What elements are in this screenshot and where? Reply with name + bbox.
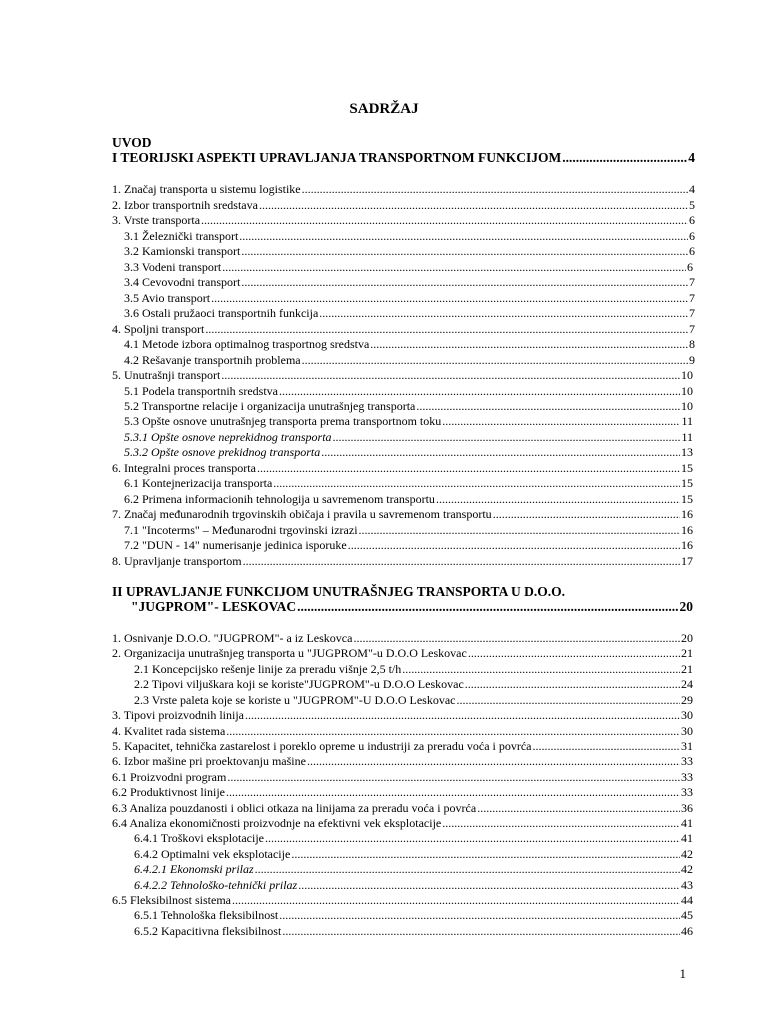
toc-dot-leader: [273, 475, 680, 491]
toc-entry: [112, 753, 693, 769]
toc-entry: [112, 815, 693, 831]
toc-entry-page: 6: [689, 244, 695, 258]
toc-entry-title: 6.5.1 Tehnološka fleksibilnost: [134, 908, 279, 922]
toc-entry-page: 20: [679, 599, 693, 614]
toc-dot-leader: [298, 877, 680, 893]
toc-dot-leader: [333, 429, 681, 445]
toc-dot-leader: [436, 491, 680, 507]
toc-dot-leader: [468, 645, 680, 661]
toc-dot-leader: [282, 923, 680, 939]
toc-dot-leader: [279, 383, 680, 399]
toc-entry-page: 30: [681, 708, 693, 722]
toc-entry: [112, 150, 695, 166]
toc-entry-title: 7. Značaj međunarodnih trgovinskih običaja i pravila u savremenom transportu: [112, 507, 492, 521]
toc-dot-leader: [257, 460, 680, 476]
toc-entry-page: 6: [689, 213, 695, 227]
toc-entry-page: 30: [681, 724, 693, 738]
toc-entry: [112, 197, 695, 213]
toc-entry-page: 24: [681, 677, 693, 691]
toc-entry-page: 7: [689, 291, 695, 305]
toc-dot-leader: [279, 907, 680, 923]
toc-entry-page: 20: [681, 631, 693, 645]
toc-dot-leader: [241, 274, 688, 290]
toc-dot-leader: [222, 259, 686, 275]
toc-entry-title: 3.6 Ostali pružaoci transportnih funkcija: [124, 306, 319, 320]
toc-entry-page: 44: [681, 893, 693, 907]
toc-dot-leader: [442, 413, 680, 429]
toc-dot-leader: [211, 290, 688, 306]
toc-entry: [124, 522, 693, 538]
toc-entry: [124, 228, 695, 244]
toc-dot-leader: [456, 692, 680, 708]
toc-entry: [124, 305, 695, 321]
toc-entry-page: 7: [689, 275, 695, 289]
toc-entry-title: 6.4.2 Optimalni vek eksplotacije: [134, 847, 291, 861]
toc-entry-page: 9: [689, 353, 695, 367]
toc-entry-page: 4: [688, 150, 695, 165]
toc-entry-title: 6.4.2.1 Ekonomski prilaz: [134, 862, 254, 876]
toc-entry: [112, 707, 693, 723]
toc-entry: [112, 645, 693, 661]
toc-entry-page: 41: [681, 816, 693, 830]
toc-entry-page: 10: [681, 368, 693, 382]
toc-entry: [124, 290, 695, 306]
toc-entry-title: 6.4 Analiza ekonomičnosti proizvodnje na efektivni vek eksplotacije: [112, 816, 442, 830]
toc-dot-leader: [477, 800, 680, 816]
toc-entry-page: 41: [681, 831, 693, 845]
toc-entry-page: 21: [681, 662, 693, 676]
toc-entry-page: 7: [689, 322, 695, 336]
toc-dot-leader: [259, 197, 688, 213]
toc-entry: [112, 367, 693, 383]
toc-entry-page: 7: [689, 306, 695, 320]
toc-entry-title: 3.1 Železnički transport: [124, 229, 239, 243]
toc-entry-title: 4. Spoljni transport: [112, 322, 205, 336]
toc-entry: [112, 892, 693, 908]
toc-entry-page: 46: [681, 924, 693, 938]
toc-entry-page: 15: [681, 492, 693, 506]
toc-entry-title: 2. Izbor transportnih sredstava: [112, 198, 258, 212]
toc-entry-page: 42: [681, 862, 693, 876]
toc-entry-page: 31: [681, 739, 693, 753]
toc-entry-page: 10: [681, 399, 693, 413]
toc-entry-page: 21: [681, 646, 693, 660]
toc-entry-page: 6: [689, 229, 695, 243]
toc-entry-title: II UPRAVLJANJE FUNKCIJOM UNUTRAŠNJEG TRANSPORTA U D.O.O.: [112, 584, 565, 599]
toc-entry-title: 3.5 Avio transport: [124, 291, 211, 305]
toc-entry: [112, 800, 693, 816]
toc-entry: [124, 475, 693, 491]
toc-dot-leader: [442, 815, 680, 831]
toc-entry-page: 43: [681, 878, 693, 892]
toc-dot-leader: [232, 892, 680, 908]
toc-entry-title: 6.2 Produktivnost linije: [112, 785, 226, 799]
toc-entry-page: 6: [687, 260, 693, 274]
toc-entry: [124, 336, 695, 352]
toc-dot-leader: [291, 846, 680, 862]
toc-entry-page: 17: [681, 554, 693, 568]
toc-entry-title: 7.2 "DUN - 14" numerisanje jedinica isporuke: [124, 538, 347, 552]
toc-dot-leader: [416, 398, 680, 414]
toc-dot-leader: [226, 723, 680, 739]
toc-dot-leader: [353, 630, 680, 646]
toc-entry: [134, 676, 693, 692]
toc-entry-page: 5: [689, 198, 695, 212]
toc-entry-title: 8. Upravljanje transportom: [112, 554, 242, 568]
toc-entry: [124, 274, 695, 290]
toc-entry: [112, 460, 693, 476]
toc-entry-title: 5. Kapacitet, tehnička zastarelost i poreklo opreme u industriji za preradu voća i povrća: [112, 739, 532, 753]
toc-entry: [124, 444, 693, 460]
toc-entry: [124, 243, 695, 259]
toc-entry: [112, 584, 693, 600]
toc-dot-leader: [493, 506, 680, 522]
toc-entry-page: 15: [681, 461, 693, 475]
toc-entry-title: 2. Organizacija unutrašnjeg transporta u "JUGPROM"-u D.O.O Leskovac: [112, 646, 467, 660]
toc-entry: [112, 181, 695, 197]
toc-entry-title: 6. Integralni proces transporta: [112, 461, 256, 475]
toc-dot-leader: [359, 522, 680, 538]
toc-entry: [124, 491, 693, 507]
toc-entry-page: 36: [681, 801, 693, 815]
toc-entry: [112, 553, 693, 569]
toc-entry: [134, 861, 693, 877]
toc-entry-title: UVOD: [112, 135, 152, 150]
toc-dot-leader: [465, 676, 680, 692]
toc-dot-leader: [241, 243, 688, 259]
toc-dot-leader: [205, 321, 688, 337]
toc-entry-title: 6.4.2.2 Tehnološko-tehnički prilaz: [134, 878, 298, 892]
toc-dot-leader: [307, 753, 680, 769]
toc-entry-title: 1. Osnivanje D.O.O. "JUGPROM"- a iz Leskovca: [112, 631, 353, 645]
toc-entry-page: 33: [681, 754, 693, 768]
toc-entry: [112, 506, 693, 522]
toc-entry-page: 13: [681, 445, 693, 459]
toc-entry: [112, 212, 695, 228]
toc-dot-leader: [402, 661, 680, 677]
toc-entry-title: 6.4.1 Troškovi eksplotacije: [134, 831, 265, 845]
toc-entry-title: 5.2 Transportne relacije i organizacija unutrašnjeg transporta: [124, 399, 416, 413]
toc-entry-title: 2.1 Koncepcijsko rešenje linije za preradu višnje 2,5 t/h: [134, 662, 402, 676]
toc-entry-title: 3. Tipovi proizvodnih linija: [112, 708, 245, 722]
toc-entry: [112, 723, 693, 739]
toc-entry: [124, 537, 693, 553]
toc-entry: [134, 661, 693, 677]
toc-entry: [124, 429, 693, 445]
toc-entry: [134, 692, 693, 708]
toc-entry: [134, 923, 693, 939]
toc-dot-leader: [302, 181, 688, 197]
toc-dot-leader: [227, 769, 680, 785]
toc-dot-leader: [221, 367, 680, 383]
toc-entry-page: 42: [681, 847, 693, 861]
toc-entry-title: 5.1 Podela transportnih sredstva: [124, 384, 278, 398]
toc-dot-leader: [319, 305, 688, 321]
toc-entry: [124, 352, 695, 368]
toc-entry-page: 4: [689, 182, 695, 196]
toc-entry: [124, 383, 693, 399]
toc-dot-leader: [348, 537, 680, 553]
toc-entry-title: 6.1 Proizvodni program: [112, 770, 227, 784]
toc-entry-title: 3.3 Vodeni transport: [124, 260, 222, 274]
toc-entry-page: 11: [681, 414, 693, 428]
toc-entry-page: 16: [681, 523, 693, 537]
toc-entry-title: 6.5 Fleksibilnost sistema: [112, 893, 232, 907]
toc-entry-page: 16: [681, 538, 693, 552]
toc-entry-page: 29: [681, 693, 693, 707]
toc-entry-title: 4. Kvalitet rada sistema: [112, 724, 226, 738]
toc-entry-title: 2.3 Vrste paleta koje se koriste u "JUGPROM"-U D.O.O Leskovac: [134, 693, 456, 707]
toc-dot-leader: [255, 861, 680, 877]
toc-entry-title: 1. Značaj transporta u sistemu logistike: [112, 182, 301, 196]
toc-entry-page: 11: [681, 430, 693, 444]
toc-entry-page: 10: [681, 384, 693, 398]
toc-entry-page: 45: [681, 908, 693, 922]
page-title: SADRŽAJ: [349, 101, 419, 117]
toc-entry: [112, 630, 693, 646]
toc-dot-leader: [239, 228, 688, 244]
toc-entry: [134, 907, 693, 923]
toc-entry-page: 33: [681, 785, 693, 799]
toc-entry: [112, 135, 695, 151]
toc-dot-leader: [533, 738, 680, 754]
toc-dot-leader: [243, 553, 680, 569]
toc-dot-leader: [226, 784, 680, 800]
toc-dot-leader: [302, 352, 688, 368]
toc-entry: [112, 784, 693, 800]
toc-entry-title: 2.2 Tipovi viljuškara koji se koriste"JUGPROM"-u D.O.O Leskovac: [134, 677, 464, 691]
toc-dot-leader: [321, 444, 680, 460]
toc-entry-title: I TEORIJSKI ASPEKTI UPRAVLJANJA TRANSPORTNOM FUNKCIJOM: [112, 150, 562, 165]
toc-entry-title: 6.1 Kontejnerizacija transporta: [124, 476, 273, 490]
toc-entry: [112, 738, 693, 754]
toc-entry-title: "JUGPROM"- LESKOVAC: [131, 599, 297, 614]
toc-entry: [131, 599, 693, 615]
toc-entry-title: 6.5.2 Kapacitivna fleksibilnost: [134, 924, 282, 938]
toc-dot-leader: [562, 150, 687, 166]
toc-entry: [124, 398, 693, 414]
toc-entry-title: 4.1 Metode izbora optimalnog trasportnog sredstva: [124, 337, 370, 351]
toc-entry-title: 6.2 Primena informacionih tehnologija u savremenom transportu: [124, 492, 435, 506]
toc-entry-title: 3.2 Kamionski transport: [124, 244, 241, 258]
toc-entry: [134, 830, 693, 846]
toc-entry: [124, 259, 693, 275]
toc-entry-page: 8: [689, 337, 695, 351]
toc-entry: [134, 846, 693, 862]
toc-dot-leader: [245, 707, 680, 723]
toc-entry-title: 5.3.1 Opšte osnove neprekidnog transporta: [124, 430, 332, 444]
toc-entry-title: 7.1 "Incoterms" – Međunarodni trgovinski izrazi: [124, 523, 358, 537]
toc-dot-leader: [201, 212, 688, 228]
toc-entry-title: 5.3 Opšte osnove unutrašnjeg transporta prema transportnom toku: [124, 414, 442, 428]
toc-entry: [134, 877, 693, 893]
toc-dot-leader: [265, 830, 680, 846]
toc-entry: [112, 769, 693, 785]
toc-entry: [112, 321, 695, 337]
toc-entry-title: 3.4 Cevovodni transport: [124, 275, 241, 289]
toc-entry-title: 3. Vrste transporta: [112, 213, 201, 227]
toc-dot-leader: [370, 336, 688, 352]
toc-entry-page: 33: [681, 770, 693, 784]
toc-entry-page: 16: [681, 507, 693, 521]
toc-entry-title: 5. Unutrašnji transport: [112, 368, 221, 382]
toc-entry-title: 5.3.2 Opšte osnove prekidnog transporta: [124, 445, 321, 459]
toc-entry-title: 6. Izbor mašine pri proektovanju mašine: [112, 754, 306, 768]
toc-entry-title: 6.3 Analiza pouzdanosti i oblici otkaza na linijama za preradu voća i povrća: [112, 801, 477, 815]
toc-entry-page: 15: [681, 476, 693, 490]
toc-entry: [124, 413, 693, 429]
toc-entry-title: 4.2 Rešavanje transportnih problema: [124, 353, 301, 367]
page-number: 1: [679, 966, 686, 981]
toc-dot-leader: [297, 599, 678, 615]
